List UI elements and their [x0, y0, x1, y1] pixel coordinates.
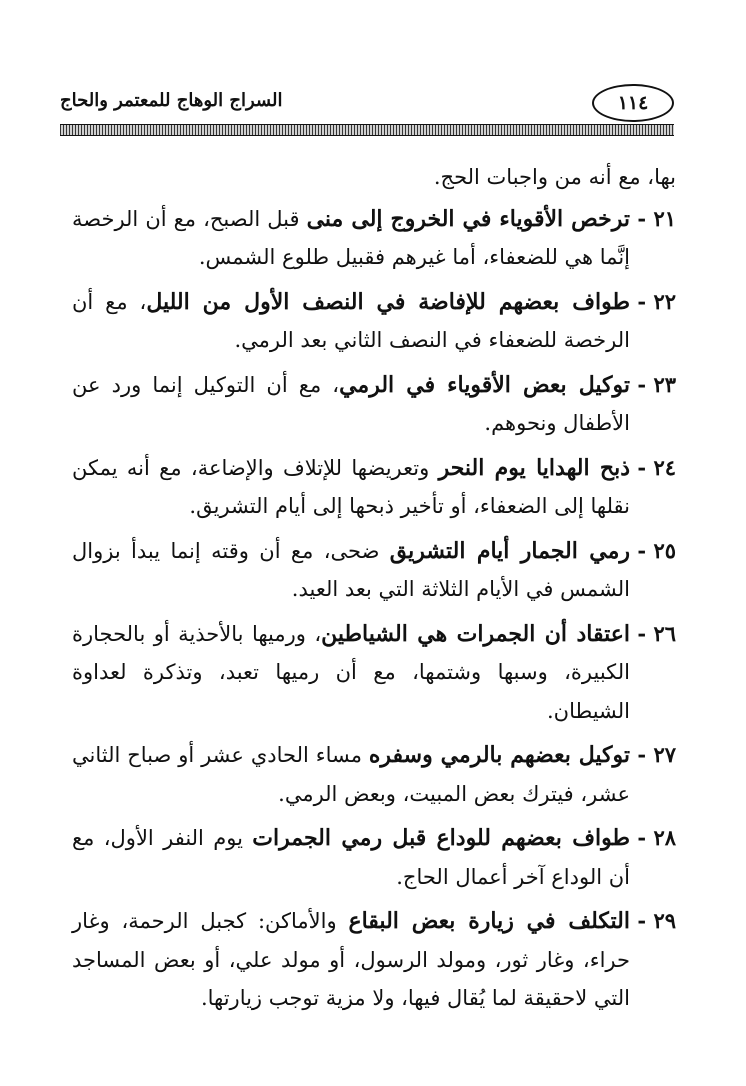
page-number: ١١٤ [592, 84, 674, 122]
item-number: ٢١ - [637, 205, 676, 231]
list-item [72, 366, 676, 443]
list-item [72, 902, 676, 1018]
intro-line: بها، مع أنه من واجبات الحج. [433, 165, 676, 189]
item-number: ٢٣ - [637, 371, 676, 397]
item-rest: يوم النفر الأول، مع أن الوداع آخر أعمال الحاج. [72, 826, 630, 889]
item-text [72, 366, 630, 443]
list-item [72, 736, 676, 813]
item-number: ٢٥ - [637, 537, 676, 563]
item-text [72, 283, 630, 360]
list-item [72, 532, 676, 609]
list-item [72, 283, 676, 360]
item-text [72, 902, 630, 1018]
item-heading: ترخص الأقوياء في الخروج إلى منى [306, 205, 630, 232]
item-heading: التكلف في زيارة بعض البقاع [348, 908, 630, 934]
item-heading: ذبح الهدايا يوم النحر [438, 454, 630, 481]
item-text [72, 615, 630, 731]
item-number: ٢٤ - [637, 454, 676, 480]
list-item [72, 449, 676, 526]
item-heading: توكيل بعض الأقوياء في الرمي [339, 371, 630, 398]
item-text [72, 736, 630, 813]
item-rest: ، مع أن الرخصة للضعفاء في النصف الثاني بعد الرمي. [72, 289, 630, 352]
item-number: ٢٧ - [637, 742, 676, 767]
item-heading: طواف بعضهم للإفاضة في النصف الأول من الليل [146, 288, 631, 315]
item-number: ٢٨ - [637, 825, 676, 850]
item-rest: والأماكن: كجبل الرحمة، وغار حراء، وغار ثور، ومولد الرسول، أو مولد علي، أو بعض المساجد التي لاحقيقة لما يُقال فيها، ولا مزية توجب زيارتها. [72, 909, 630, 1010]
item-heading: اعتقاد أن الجمرات هي الشياطين [321, 620, 630, 647]
page-body [72, 158, 676, 1024]
item-rest: ، ورميها بالأحذية أو بالحجارة الكبيرة، وسبها وشتمها، مع أن رميها تعبد، وتذكرة لعداوة الشيطان. [72, 621, 630, 723]
page-header [60, 84, 674, 124]
list-item [72, 200, 676, 277]
item-number: ٢٦ - [637, 620, 676, 646]
item-heading: طواف بعضهم للوداع قبل رمي الجمرات [252, 825, 630, 851]
book-title: السراج الوهاج للمعتمر والحاج [60, 90, 283, 111]
item-text [72, 449, 630, 526]
item-text [72, 819, 630, 896]
item-rest: ضحى، مع أن وقته إنما يبدأ بزوال الشمس في الأيام الثلاثة التي بعد العيد. [72, 538, 630, 601]
item-text [72, 200, 630, 277]
item-rest: قبل الصبح، مع أن الرخصة إنَّما هي للضعفاء، أما غيرهم فقبيل طلوع الشمس. [72, 206, 630, 269]
item-text [72, 532, 630, 609]
header-rule [60, 124, 674, 136]
item-rest: وتعريضها للإتلاف والإضاعة، مع أنه يمكن نقلها إلى الضعفاء، أو تأخير ذبحها إلى أيام التشريق. [72, 455, 630, 518]
item-rest: مساء الحادي عشر أو صباح الثاني عشر، فيترك بعض المبيت، وبعض الرمي. [72, 743, 630, 806]
item-heading: توكيل بعضهم بالرمي وسفره [368, 742, 630, 768]
item-number: ٢٢ - [637, 288, 676, 314]
item-heading: رمي الجمار أيام التشريق [389, 537, 630, 564]
list-item [72, 819, 676, 896]
item-number: ٢٩ - [637, 908, 676, 933]
list-item [72, 615, 676, 731]
item-rest: ، مع أن التوكيل إنما ورد عن الأطفال ونحوهم. [72, 372, 630, 435]
